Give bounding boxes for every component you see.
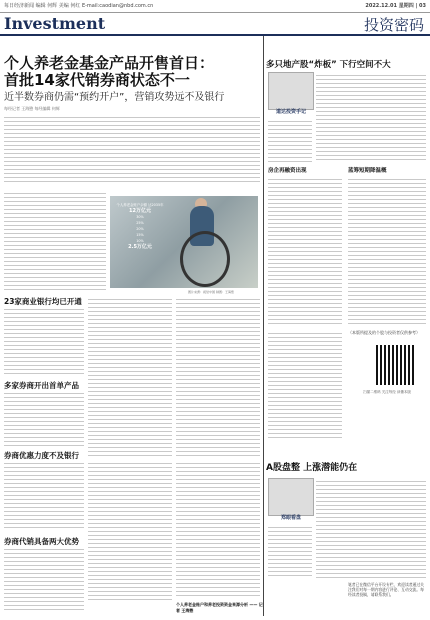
subhead-3: 券商优惠力度不及银行 <box>4 451 79 460</box>
article-text-col2 <box>88 296 172 456</box>
right-text-g <box>268 524 312 578</box>
columnist-portrait <box>268 72 314 110</box>
photo-panel-item: 10% <box>136 239 144 243</box>
column-divider <box>263 36 264 616</box>
columnist2-portrait <box>268 478 314 516</box>
right-section2-headline: A股盘整 上涨潜能仍在 <box>266 463 358 473</box>
lead-headline <box>4 55 254 89</box>
photo-info-panel <box>112 202 168 250</box>
lead-photo <box>110 196 258 288</box>
photo-panel-item: 25% <box>136 221 144 225</box>
photo-panel-top: 个人养老金账户余额 达2035年 <box>116 203 164 207</box>
subhead-4: 券商代销具备两大优势 <box>4 537 79 546</box>
photo-panel-item: 20% <box>136 227 144 231</box>
right-text-b <box>268 118 312 162</box>
right-text-d <box>348 176 426 326</box>
photo-panel-item: 30% <box>136 215 144 219</box>
bottom-link-text: 个人养老金账户和养老投资资金来源分析 —— 记者 王海慜 <box>176 602 263 613</box>
lead-intro-text-block <box>4 114 260 184</box>
article-text-col1-b <box>4 306 84 376</box>
right-text-c <box>268 176 342 326</box>
right-box2-title: 蓝筹短期降温概 <box>348 168 387 174</box>
subhead-1: 23家商业银行均已开通 <box>4 297 82 306</box>
section-label: 投资密码 <box>363 16 424 34</box>
header-right-text: 2022.12.01 星期四 | 03 <box>365 3 426 9</box>
right-text-f <box>316 478 426 578</box>
header-left-text: 每日经济新闻 编辑 何辉 美编 何红 E-mail:caodian@nbd.com.cn <box>4 3 154 9</box>
right-text-e <box>268 330 342 440</box>
right-box1-title: 房企再融资出现 <box>268 168 307 174</box>
article-text-col1-c <box>4 390 84 446</box>
photo-panel-item: 12万亿元 <box>129 208 151 214</box>
lead-headline-line2: 首批14家代销券商状态不一 <box>4 71 190 89</box>
right-column-headline: 多只地产股“炸板” 下行空间不大 <box>266 60 391 70</box>
photo-panel-item: 2.5万亿元 <box>128 244 152 250</box>
columnist-name: 道达投资手记 <box>275 109 306 115</box>
subhead-2: 多家券商开出首单产品 <box>4 381 79 390</box>
lead-byline: 每经记者 王海慜 每经编辑 何辉 <box>4 106 60 111</box>
qr-code <box>376 345 416 385</box>
right-disclaimer: （本版所提及的个股与投资者仅供参考） <box>348 330 420 335</box>
columnist2-name: 郑眼看盘 <box>280 515 301 521</box>
section-title: Investment <box>4 14 106 33</box>
photo-wheelchair <box>180 231 230 287</box>
right-text-a <box>316 72 426 162</box>
article-text-col3 <box>176 296 260 456</box>
lead-headline-line1: 个人养老金基金产品开售首日： <box>4 54 215 72</box>
article-text-col1-d <box>4 460 84 530</box>
article-text-col2-b <box>88 460 172 600</box>
lead-subtitle: 近半数券商仍需“预约开户”，营销攻势远不及银行 <box>4 92 225 103</box>
article-text-col1-a <box>4 190 106 290</box>
section-header <box>0 12 430 36</box>
qr-caption: 扫描二维码 关注每经 读懂本版 <box>363 390 411 394</box>
article-text-col3-b <box>176 460 260 598</box>
article-text-col1-e <box>4 546 84 612</box>
photo-caption: 图片来源：视觉中国 制图：王海慜 <box>188 290 234 294</box>
right-footer-note: 笔者已在微信平台开设专栏，欢迎读者通过关注我们对每一期内容进行评论、互动交流。每经读者投稿，请联系我们。 <box>348 582 424 597</box>
photo-panel-item: 15% <box>136 233 144 237</box>
